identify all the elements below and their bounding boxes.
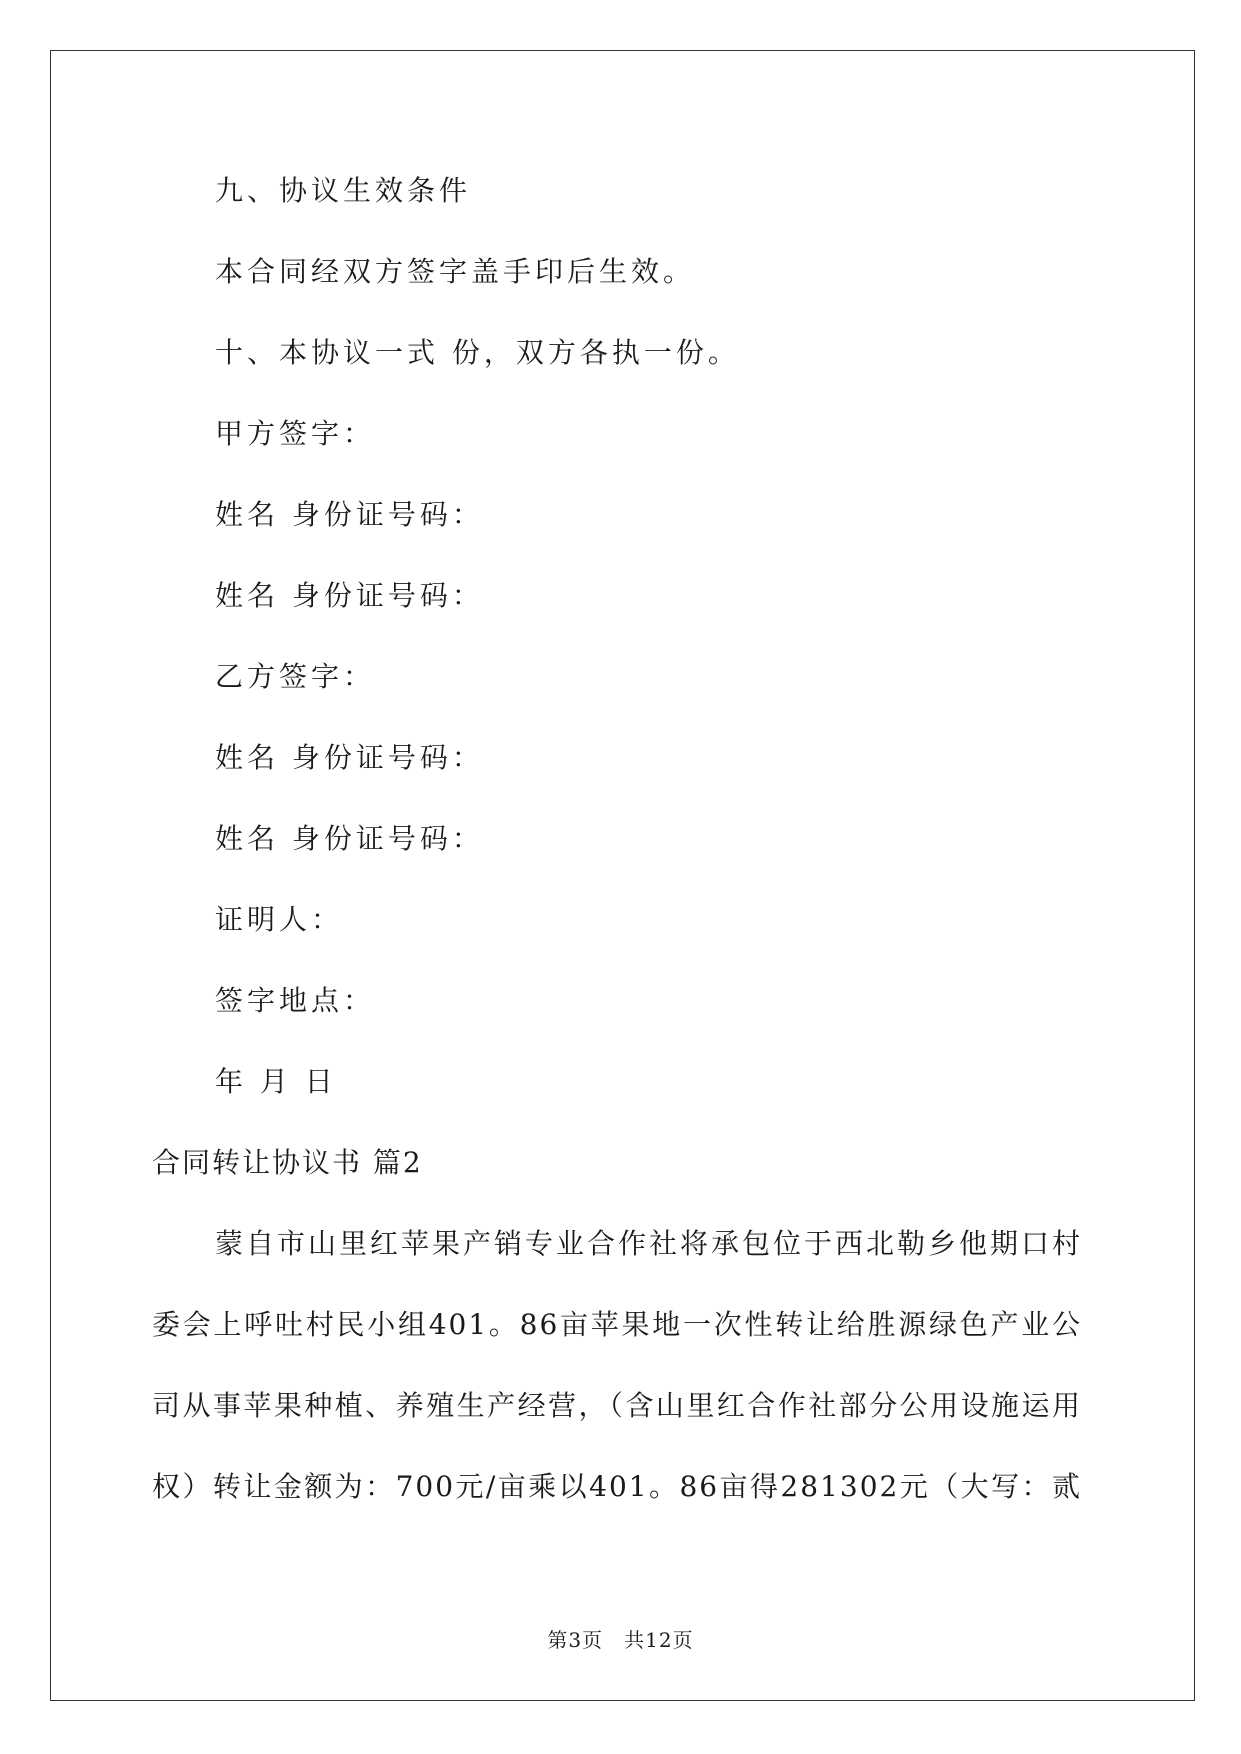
paragraph-line: 蒙自市山里红苹果产销专业合作社将承包位于西北勒乡他期口村 bbox=[215, 1227, 1082, 1260]
paragraph-line: 权）转让金额为：700元/亩乘以401。86亩得281302元（大写：贰 bbox=[152, 1470, 1082, 1503]
page-border bbox=[50, 50, 1195, 1701]
witness-label: 证明人： bbox=[215, 903, 344, 936]
clause-10-text: 十、本协议一式 份，双方各执一份。 bbox=[215, 336, 740, 369]
party-b-name-id-1: 姓名 身份证号码： bbox=[215, 741, 484, 774]
date-line: 年 月 日 bbox=[215, 1065, 337, 1098]
party-a-name-id-1: 姓名 身份证号码： bbox=[215, 498, 484, 531]
party-a-name-id-2: 姓名 身份证号码： bbox=[215, 579, 484, 612]
party-b-name-id-2: 姓名 身份证号码： bbox=[215, 822, 484, 855]
clause-9-heading: 九、协议生效条件 bbox=[215, 174, 472, 207]
party-a-signature-label: 甲方签字： bbox=[215, 417, 376, 450]
paragraph-line: 司从事苹果种植、养殖生产经营，（含山里红合作社部分公用设施运用 bbox=[152, 1389, 1082, 1422]
paragraph-line: 委会上呼吐村民小组401。86亩苹果地一次性转让给胜源绿色产业公 bbox=[152, 1308, 1082, 1341]
clause-9-text: 本合同经双方签字盖手印后生效。 bbox=[215, 255, 696, 288]
page-footer: 第3页 共12页 bbox=[547, 1628, 694, 1652]
party-b-signature-label: 乙方签字： bbox=[215, 660, 376, 693]
signing-place-label: 签字地点： bbox=[215, 984, 376, 1017]
section-title: 合同转让协议书 篇2 bbox=[152, 1146, 423, 1179]
